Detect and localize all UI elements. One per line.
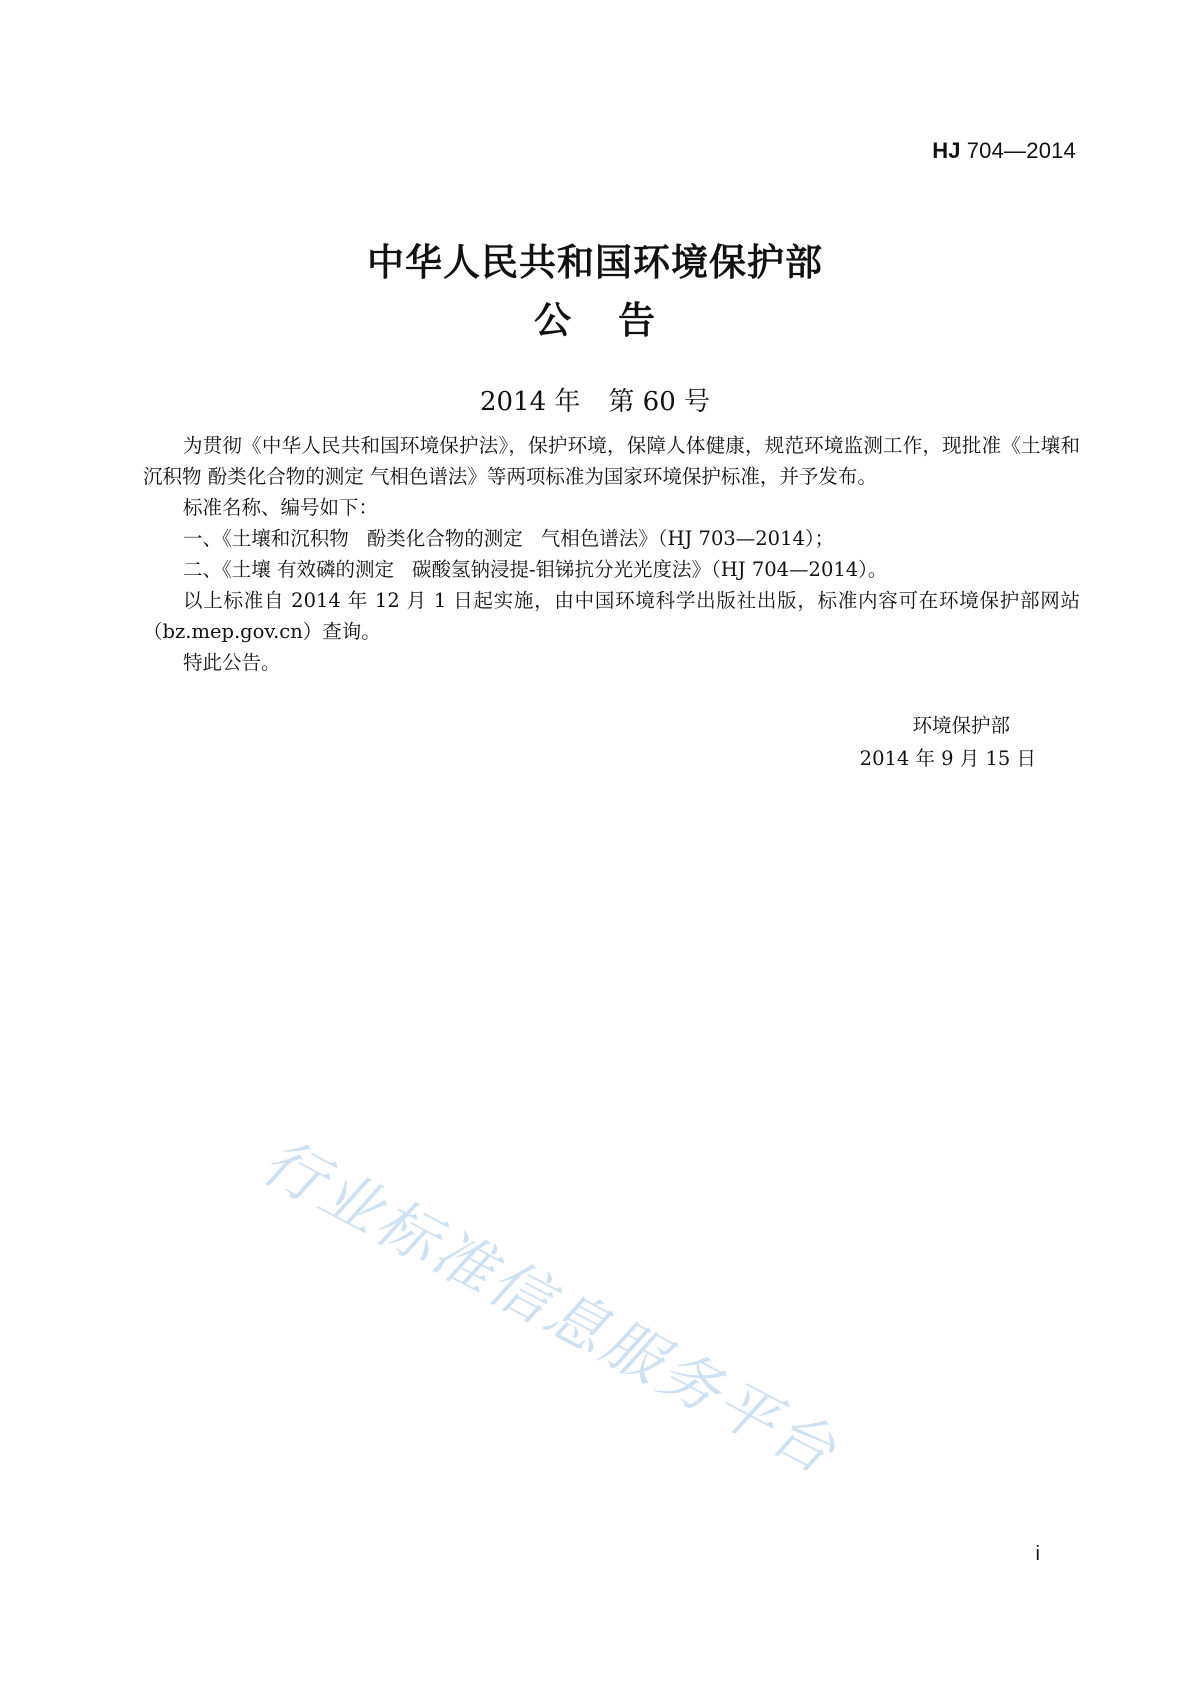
announcement-body bbox=[143, 430, 1080, 678]
standard-1-part-a: 一、《土壤和沉积物 bbox=[183, 527, 349, 550]
signature-organization: 环境保护部 bbox=[912, 714, 1010, 737]
announcement-title bbox=[0, 290, 1190, 344]
standard-2-part-b: 碳酸氢钠浸提-钼锑抗分光光度法》（HJ 704—2014）。 bbox=[411, 558, 888, 581]
standard-code bbox=[932, 138, 1076, 164]
announcement-title-left: 公 bbox=[534, 299, 572, 342]
paragraph-effective-date: 以上标准自 2014 年 12 月 1 日起实施，由中国环境科学出版社出版，标准内容可在环境保护部网站（bz.mep.gov.cn）查询。 bbox=[143, 589, 1080, 643]
signature-date: 2014 年 9 月 15 日 bbox=[859, 747, 1036, 770]
notice-year: 2014 年 bbox=[479, 387, 581, 417]
paragraph-standard-1 bbox=[143, 523, 1080, 554]
watermark: 行业标准信息服务平台 bbox=[251, 1126, 849, 1489]
page-number: i bbox=[1035, 1543, 1040, 1565]
notice-serial: 第 60 号 bbox=[608, 387, 711, 417]
ministry-title: 中华人民共和国环境保护部 bbox=[367, 241, 823, 284]
paragraph-standard-2 bbox=[143, 554, 1080, 585]
paragraph-intro: 为贯彻《中华人民共和国环境保护法》，保护环境，保障人体健康，规范环境监测工作，现批准《土壤和沉积物 酚类化合物的测定 气相色谱法》等两项标准为国家环境保护标准，并予发布。 bbox=[143, 434, 1080, 488]
standard-1-part-b: 酚类化合物的测定 bbox=[366, 527, 523, 550]
standard-1-part-c: 气相色谱法》（HJ 703—2014）； bbox=[540, 527, 835, 550]
paragraph-list-intro: 标准名称、编号如下： bbox=[183, 496, 379, 519]
notice-number bbox=[0, 381, 1190, 418]
announcement-title-right: 告 bbox=[618, 299, 656, 342]
standard-2-part-a: 二、《土壤 有效磷的测定 bbox=[183, 558, 394, 581]
signature-block bbox=[860, 709, 1036, 775]
paragraph-closing: 特此公告。 bbox=[183, 651, 281, 674]
standard-number: 704—2014 bbox=[966, 138, 1076, 163]
standard-prefix: HJ bbox=[932, 138, 961, 163]
